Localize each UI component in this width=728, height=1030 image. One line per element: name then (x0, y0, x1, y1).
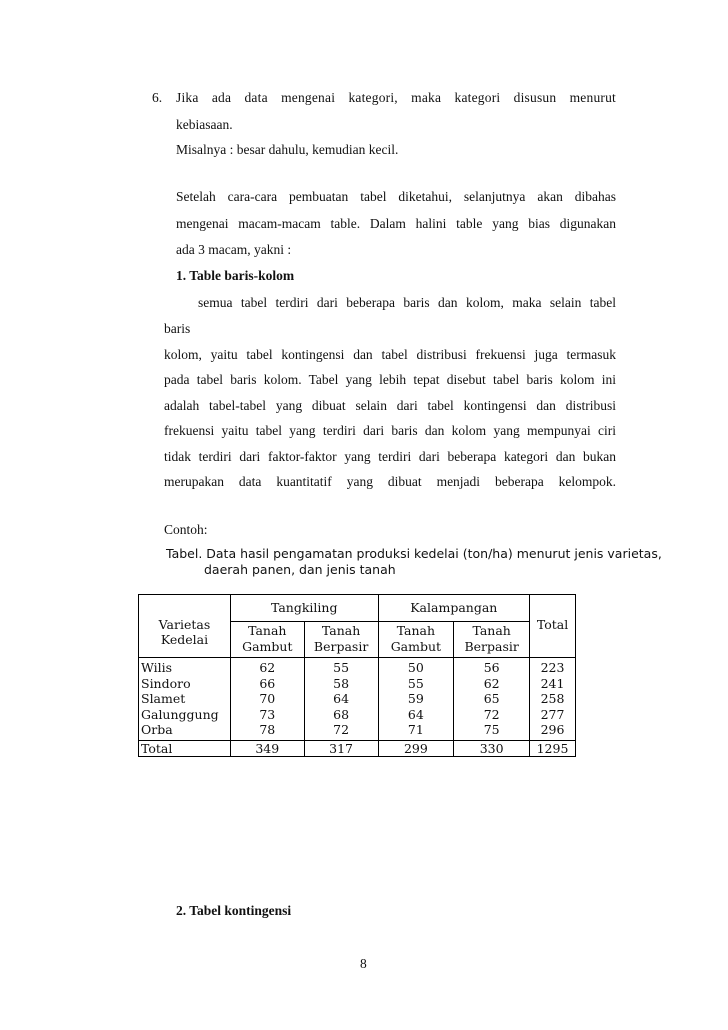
table-row (139, 691, 576, 707)
table-row (139, 722, 576, 740)
cell-value: 73 (230, 707, 304, 723)
cell-value: 65 (454, 691, 530, 707)
total-header-label: Total (536, 617, 569, 632)
grand-total: 1295 (530, 740, 576, 757)
intro-line-3: ada 3 macam, yakni : (176, 242, 292, 257)
column-total: 317 (304, 740, 378, 757)
sub-header-line: Tanah (321, 623, 361, 638)
sub-header-tangkiling-berpasir (304, 622, 378, 658)
cell-value: 55 (304, 658, 378, 676)
cell-value: 59 (378, 691, 454, 707)
row-total: 258 (530, 691, 576, 707)
sub-header-line: Tanah (248, 623, 287, 638)
corner-label-1: Varietas (158, 616, 211, 632)
cell-value: 78 (230, 722, 304, 740)
sub-header-kalampangan-gambut (378, 622, 454, 658)
section-2-heading: 2. Tabel kontingensi (176, 903, 292, 918)
sub-header-line: Berpasir (313, 638, 369, 654)
cell-value: 72 (454, 707, 530, 723)
sub-header-line: Gambut (242, 638, 293, 654)
cell-value: 66 (230, 676, 304, 692)
sub-header-line: Tanah (396, 623, 436, 638)
section-1-line-5: adalah tabel-tabel yang dibuat selain dari tabel kontingensi dan distribusi (164, 398, 616, 413)
variety-name: Galunggung (139, 707, 231, 723)
section-1-line-1: semua tabel terdiri dari beberapa baris dan kolom, maka selain tabel (198, 295, 616, 310)
variety-name: Orba (139, 722, 231, 740)
item-6-number: 6. (152, 90, 163, 105)
intro-line-1: Setelah cara-cara pembuatan tabel diketahui, selanjutnya akan dibahas (176, 189, 616, 204)
cell-value: 68 (304, 707, 378, 723)
sub-header-kalampangan-berpasir (454, 622, 530, 658)
section-1-line-4: pada tabel baris kolom. Tabel yang lebih tepat disebut tabel baris kolom ini (164, 372, 616, 387)
sub-header-line: Tanah (472, 623, 511, 638)
corner-label-2: Kedelai (160, 632, 209, 647)
section-1-line-2: baris (164, 321, 191, 336)
total-row-label: Total (139, 740, 231, 757)
cell-value: 56 (454, 658, 530, 676)
table-row (139, 676, 576, 692)
row-total: 241 (530, 676, 576, 692)
section-1-line-3: kolom, yaitu tabel kontingensi dan tabel distribusi frekuensi juga termasuk (164, 347, 616, 362)
sub-header-line: Berpasir (464, 638, 519, 654)
column-total: 330 (454, 740, 530, 757)
row-total: 277 (530, 707, 576, 723)
table-row (139, 707, 576, 723)
section-1-heading: 1. Table baris-kolom (176, 268, 295, 283)
cell-value: 55 (378, 676, 454, 692)
group-header-kalampangan: Kalampangan (378, 595, 530, 622)
column-total: 349 (230, 740, 304, 757)
section-1-line-6: frekuensi yaitu tabel yang terdiri dari baris dan kolom yang mempunyai ciri (164, 423, 616, 438)
row-total: 296 (530, 722, 576, 740)
cell-value: 50 (378, 658, 454, 676)
page-number: 8 (360, 956, 367, 971)
cell-value: 75 (454, 722, 530, 740)
table-row (139, 658, 576, 676)
item-6-text-line-1: Jika ada data mengenai kategori, maka kategori disusun menurut (176, 90, 616, 105)
intro-line-2: mengenai macam-macam table. Dalam halini table yang bias digunakan (176, 216, 616, 231)
table-corner-header (139, 595, 231, 658)
sub-header-line: Gambut (390, 638, 442, 654)
table-total-row (139, 740, 576, 757)
cell-value: 64 (378, 707, 454, 723)
group-header-tangkiling: Tangkiling (230, 595, 378, 622)
table-caption-line-1: Tabel. Data hasil pengamatan produksi kedelai (ton/ha) menurut jenis varietas, (166, 546, 662, 561)
cell-value: 62 (230, 658, 304, 676)
table-caption-line-2: daerah panen, dan jenis tanah (204, 562, 396, 577)
cell-value: 70 (230, 691, 304, 707)
total-column-header (530, 595, 576, 658)
variety-name: Wilis (139, 658, 231, 676)
column-total: 299 (378, 740, 454, 757)
cell-value: 62 (454, 676, 530, 692)
cell-value: 71 (378, 722, 454, 740)
sub-header-tangkiling-gambut (230, 622, 304, 658)
section-1-line-8: merupakan data kuantitatif yang dibuat menjadi beberapa kelompok. (164, 474, 616, 489)
section-1-line-7: tidak terdiri dari faktor-faktor yang terdiri dari beberapa kategori dan bukan (164, 449, 616, 464)
cell-value: 64 (304, 691, 378, 707)
variety-name: Sindoro (139, 676, 231, 692)
variety-name: Slamet (139, 691, 231, 707)
example-label: Contoh: (164, 522, 208, 537)
row-total: 223 (530, 658, 576, 676)
cell-value: 58 (304, 676, 378, 692)
item-6-text-line-2: kebiasaan. (176, 117, 233, 132)
cell-value: 72 (304, 722, 378, 740)
item-6-example: Misalnya : besar dahulu, kemudian kecil. (176, 142, 399, 157)
data-table (138, 594, 576, 757)
